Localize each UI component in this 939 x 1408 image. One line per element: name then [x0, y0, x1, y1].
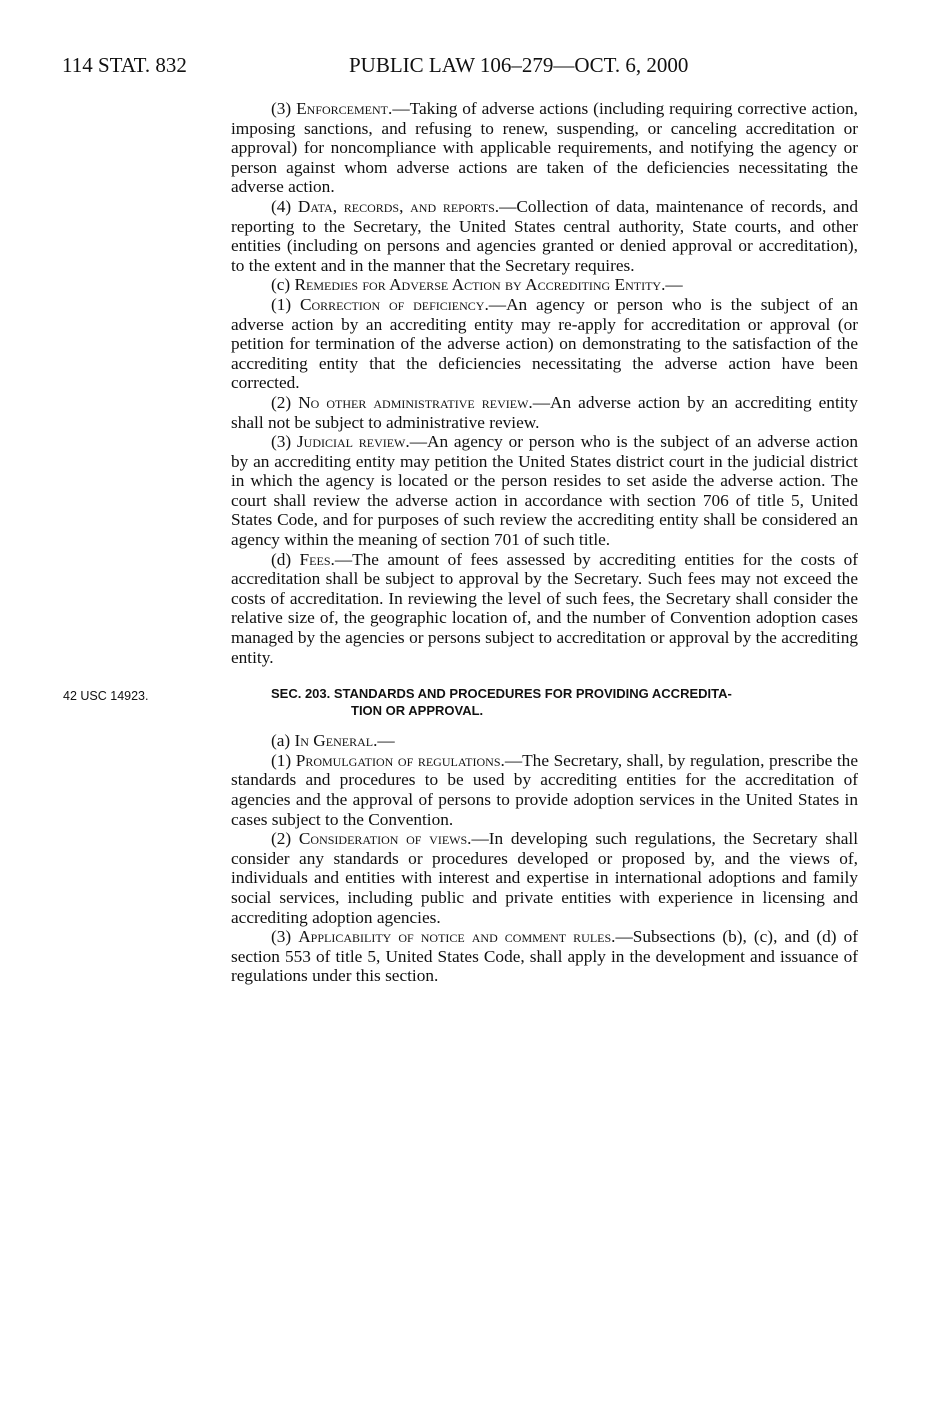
- paragraph-label: (4): [271, 196, 298, 216]
- subsection-a-in-general: [231, 731, 858, 751]
- paragraph-text: —An adverse action by an accrediting entity shall not be subject to administrative review.: [231, 392, 858, 432]
- paragraph-label: (2): [271, 829, 299, 849]
- paragraph-c2-no-review: [231, 393, 858, 432]
- paragraph-heading: Correction of deficiency.: [299, 294, 489, 314]
- paragraph-a2-consideration: [231, 829, 858, 927]
- paragraph-c3-judicial-review: [231, 432, 858, 550]
- section-heading-line-2: TION OR APPROVAL.: [351, 703, 484, 719]
- section-heading-line-1: SEC. 203. STANDARDS AND PROCEDURES FOR PROVIDING ACCREDITA-: [271, 686, 732, 702]
- subsection-heading: In General.: [294, 731, 378, 751]
- paragraph-heading: No other administrative review.: [298, 392, 533, 412]
- subsection-heading: Remedies for Adverse Action by Accrediting Entity.: [294, 275, 666, 295]
- paragraph-heading: Data, records, and reports.: [297, 196, 500, 216]
- paragraph-c1-correction: [231, 295, 858, 393]
- subsection-label: (a): [271, 731, 295, 751]
- paragraph-text: —An agency or person who is the subject of an adverse action by an accrediting entity may re-apply for accreditation or approval (or petition for termination of the adverse action) on demonstrating to the satisfaction of the accrediting entity that the deficiencies necessitating the adverse action have been corrected.: [231, 294, 858, 393]
- paragraph-heading: Consideration of views.: [298, 829, 472, 849]
- paragraph-text: —In developing such regulations, the Secretary shall consider any standards or procedures developed or proposed by, and the views of, individuals and entities with interest and expertise in international adoptions and family social services, including public and private entities with experience in licensing and accrediting adoption agencies.: [231, 829, 858, 927]
- paragraph-text: —Taking of adverse actions (including requiring corrective action, imposing sanctions, and refusing to renew, suspending, or canceling accreditation or approval) for noncompliance with applicable requirements, and notifying the agency or person against whom adverse actions are taken of the deficiencies necessitating the adverse action.: [231, 99, 858, 197]
- subsection-text: —: [665, 275, 683, 295]
- paragraph-label: (3): [271, 432, 297, 452]
- paragraph-text: —Subsections (b), (c), and (d) of section 553 of title 5, United States Code, shall apply in the development and issuance of regulations under this section.: [231, 927, 858, 986]
- subsection-d-fees: [231, 550, 858, 668]
- subsection-text: —: [377, 731, 395, 751]
- paragraph-label: (2): [271, 392, 299, 412]
- subsection-heading: Fees.: [299, 549, 335, 569]
- paragraph-label: (3): [271, 927, 299, 947]
- paragraph-heading: Judicial review.: [296, 432, 410, 452]
- paragraph-a1-promulgation: [231, 751, 858, 829]
- stat-page-number: 114 STAT. 832: [62, 53, 187, 77]
- subsection-label: (c): [271, 275, 295, 295]
- paragraph-text: —The Secretary, shall, by regulation, prescribe the standards and procedures to be used by accrediting entities for the accreditation of agencies and the approval of persons to provide adoption services in the United States in cases subject to the Convention.: [231, 750, 858, 829]
- paragraph-b4-data-records: [231, 197, 858, 275]
- subsection-c-remedies: [231, 275, 858, 295]
- paragraph-label: (1): [271, 294, 300, 314]
- paragraph-text: —Collection of data, maintenance of records, and reporting to the Secretary, the United States central authority, State courts, and other entities (including on persons and agencies granted or denied approval or accreditation), to the extent and in the manner that the Secretary requires.: [231, 196, 858, 275]
- section-203-heading-block: [63, 685, 858, 719]
- subsection-text: —The amount of fees assessed by accrediting entities for the costs of accreditation shall be subject to approval by the Secretary. Such fees may not exceed the costs of accreditation. In reviewing the level of such fees, the Secretary shall consider the relative size of, the geographic location of, and the number of Convention adoption cases managed by the agencies or persons subject to accreditation or approval by the accrediting entity.: [231, 549, 858, 667]
- section-heading: [231, 685, 858, 719]
- paragraph-a3-applicability: [231, 927, 858, 986]
- paragraph-heading: Promulgation of regulations.: [295, 750, 505, 770]
- paragraph-heading: Applicability of notice and comment rules.: [298, 927, 616, 947]
- page-header: [0, 50, 939, 80]
- paragraph-heading: Enforcement.: [296, 99, 393, 118]
- document-body: [63, 99, 858, 986]
- paragraph-b3-enforcement: [231, 99, 858, 197]
- paragraph-text: —An agency or person who is the subject of an adverse action by an accrediting entity may petition the United States district court in the judicial district in which the agency is located or the person resides to set aside the adverse action. The court shall review the adverse action in accordance with section 706 of title 5, United States Code, and for purposes of such review the accrediting entity shall be considered an agency within the meaning of section 701 of such title.: [231, 432, 858, 550]
- subsection-label: (d): [271, 549, 300, 569]
- paragraph-label: (1): [271, 750, 296, 770]
- public-law-citation: PUBLIC LAW 106–279—OCT. 6, 2000: [349, 53, 689, 77]
- usc-margin-note: 42 USC 14923.: [63, 689, 149, 704]
- paragraph-label: (3): [271, 99, 297, 118]
